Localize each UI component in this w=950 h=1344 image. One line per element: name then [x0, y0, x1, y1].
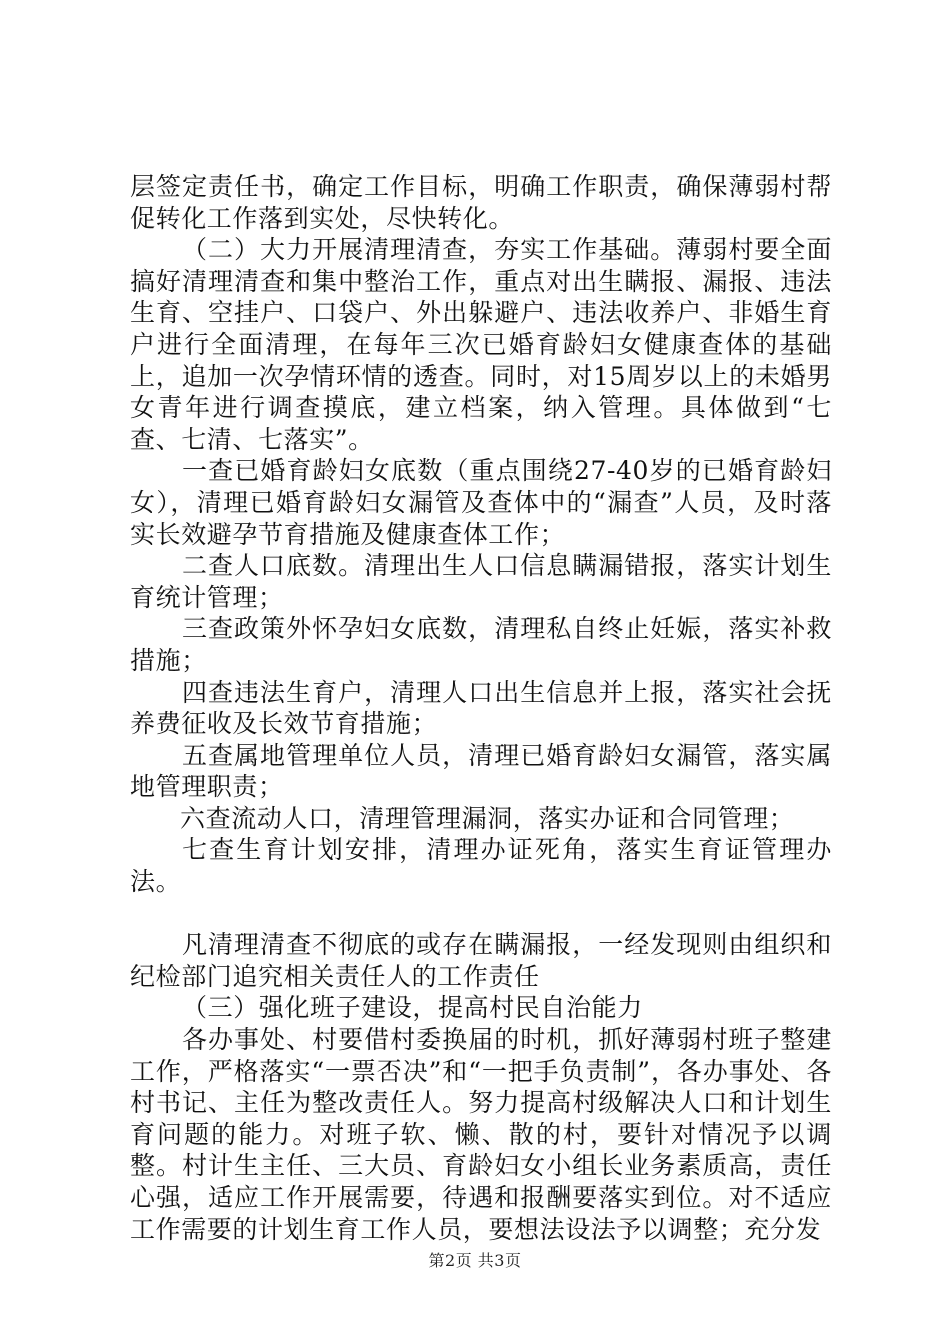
paragraph-check-seven: 七查生育计划安排，清理办证死角，落实生育证管理办法。 [130, 835, 832, 897]
paragraph-continued: 层签定责任书，确定工作目标，明确工作职责，确保薄弱村帮促转化工作落到实处，尽快转化。 [130, 172, 832, 233]
paragraph-check-five: 五查属地管理单位人员，清理已婚育龄妇女漏管，落实属地管理职责； [130, 740, 832, 802]
paragraph-check-three: 三查政策外怀孕妇女底数，清理私自终止妊娠，落实补救措施； [130, 614, 832, 675]
paragraph-section-two: （二）大力开展清理清查，夯实工作基础。薄弱村要全面搞好清理清查和集中整治工作，重点对出生瞒报、漏报、违法生育、空挂户、口袋户、外出躲避户、违法收养户、非婚生育户进行全面清理，在每年三次已婚育龄妇女健康查体的基础上，追加一次孕情环情的透查。同时，对15周岁以上的未婚男女青年进行调查摸底，建立档案，纳入管理。具体做到“七查、七清、七落实”。 [130, 235, 832, 454]
paragraph-check-six: 六查流动人口，清理管理漏洞，落实办证和合同管理； [180, 803, 795, 833]
paragraph-section-three-heading: （三）强化班子建设，提高村民自治能力 [182, 993, 643, 1023]
blank-line [130, 898, 832, 930]
paragraph-section-three-body: 各办事处、村要借村委换届的时机，抓好薄弱村班子整建工作，严格落实“一票否决”和“一把手负责制”，各办事处、各村书记、主任为整改责任人。努力提高村级解决人口和计划生育问题的能力。对班子软、懒、散的村，要针对情况予以调整。村计生主任、三大员、育龄妇女小组长业务素质高，责任心强，适应工作开展需要，待遇和报酬要落实到位。对不适应工作需要的计划生育工作人员，要想法设法予以调整；充分发 [130, 1025, 832, 1244]
page-footer: 第2页 共3页 [428, 1251, 522, 1270]
paragraph-accountability: 凡清理清查不彻底的或存在瞒漏报，一经发现则由组织和纪检部门追究相关责任人的工作责任 [130, 930, 832, 991]
document-body [130, 171, 832, 1245]
paragraph-check-four: 四查违法生育户，清理人口出生信息并上报，落实社会抚养费征收及长效节育措施； [130, 677, 832, 739]
paragraph-check-one: 一查已婚育龄妇女底数（重点围绕27-40岁的已婚育龄妇女），清理已婚育龄妇女漏管及查体中的“漏查”人员，及时落实长效避孕节育措施及健康查体工作； [130, 456, 832, 549]
paragraph-check-two: 二查人口底数。清理出生人口信息瞒漏错报，落实计划生育统计管理； [130, 551, 832, 612]
